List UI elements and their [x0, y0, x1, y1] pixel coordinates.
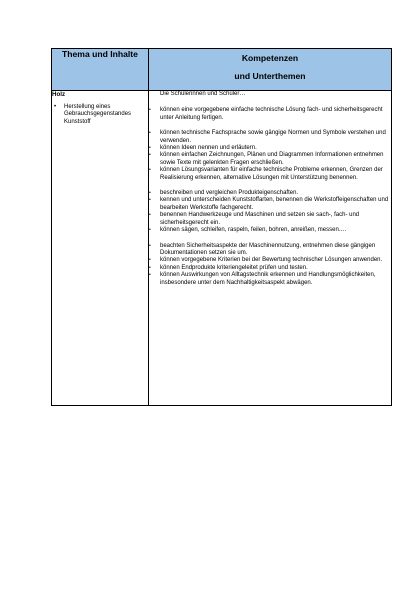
- topic-title: Holz: [52, 91, 66, 98]
- bullet-icon: •: [149, 145, 151, 152]
- competence-item: [149, 265, 391, 272]
- competence-text: können Lösungsvarianten für einfache technische Probleme erkennen, Grenzen der Realisierung erkennen, alternative Lösungen mit Unterstützung benennen.: [160, 167, 383, 181]
- header-topic-cell: [52, 49, 149, 91]
- competence-text: beschreiben und vergleichen Produkteigenschaften.: [160, 190, 299, 197]
- bullet-icon: •: [149, 130, 151, 137]
- bullet-icon: •: [149, 190, 151, 197]
- bullet-icon: •: [149, 242, 151, 249]
- competence-text: kennen und unterscheiden Kunststoffarten, benennen die Werkstoffeigenschaften und bearbeiten Werkstoffe fachgerecht.: [160, 197, 389, 211]
- competence-groups: [149, 107, 391, 287]
- competence-text: können sägen, schleifen, raspeln, feilen, bohren, anreißen, messen….: [160, 227, 347, 234]
- competence-item: [149, 130, 391, 145]
- header-competence-cell: [149, 49, 392, 91]
- header-competence-line1: Kompetenzen: [241, 53, 299, 63]
- competence-text: können einfachen Zeichnungen, Plänen und Diagrammen Informationen entnehmen sowie Texte mit gelenkten Fragen erschließen.: [160, 152, 384, 166]
- competence-text: können Auswirkungen von Alltagstechnik erkennen und Handlungsmöglichkeiten, insbesondere unter dem Nachhaltigkeitsaspekt abwägen.: [160, 272, 376, 286]
- bullet-icon: •: [149, 107, 151, 114]
- competence-text: können eine vorgegebene einfache technische Lösung fach- und sicherheitsgerecht unter Anleitung fertigen.: [160, 107, 383, 121]
- competence-item: [149, 212, 391, 227]
- header-topic-label: Thema und Inhalte: [62, 49, 138, 59]
- content-row: [52, 91, 392, 406]
- competence-item: [149, 257, 391, 264]
- header-row: [52, 49, 392, 91]
- topic-cell: [52, 91, 149, 406]
- competence-cell: [149, 91, 392, 406]
- competence-group: [149, 107, 391, 122]
- competence-text: beachten Sicherheitsaspekte der Maschinennutzung, entnehmen diese gängigen Dokumentationen setzen sie um.: [160, 242, 376, 256]
- bullet-icon: •: [149, 152, 151, 159]
- competence-item: [149, 145, 391, 152]
- header-competence-line2: und Unterthemen: [234, 71, 306, 81]
- competence-intro: Die Schülerinnen und Schüler…: [160, 91, 246, 97]
- competence-item: [149, 152, 391, 167]
- competence-group: [149, 130, 391, 182]
- bullet-icon: •: [149, 257, 151, 264]
- competence-item: [149, 167, 391, 182]
- competence-item: [149, 190, 391, 197]
- competence-group: [149, 243, 391, 287]
- competence-text: können Endprodukte kriteriengeleitet prüfen und testen.: [160, 264, 308, 271]
- competence-item: [149, 227, 391, 234]
- competence-text: können Ideen nennen und erläutern.: [160, 145, 257, 152]
- bullet-icon: •: [149, 167, 151, 174]
- bullet-icon: •: [149, 212, 151, 219]
- bullet-icon: •: [149, 197, 151, 204]
- bullet-icon: •: [149, 227, 151, 234]
- competence-item: [149, 197, 391, 212]
- bullet-icon: •: [54, 104, 57, 110]
- competence-text: können vorgegebene Kriterien bei der Bewertung technischer Lösungen anwenden.: [160, 257, 383, 264]
- competence-text: benennen Handwerkzeuge und Maschinen und setzen sie sach-, fach- und sicherheitsgerecht ein.: [160, 212, 360, 226]
- bullet-icon: •: [149, 264, 151, 271]
- bullet-icon: •: [149, 272, 151, 279]
- competence-item: [149, 243, 391, 258]
- competence-group: [149, 190, 391, 234]
- competence-text: können technische Fachsprache sowie gängige Normen und Symbole verstehen und verwenden.: [160, 130, 386, 144]
- competence-item: [149, 107, 391, 122]
- subtopic-item: [52, 104, 148, 126]
- curriculum-table: [51, 48, 392, 406]
- competence-item: [149, 272, 391, 287]
- subtopic-text: Herstellung eines Gebrauchsgegenstandes Kunststoff: [64, 104, 132, 125]
